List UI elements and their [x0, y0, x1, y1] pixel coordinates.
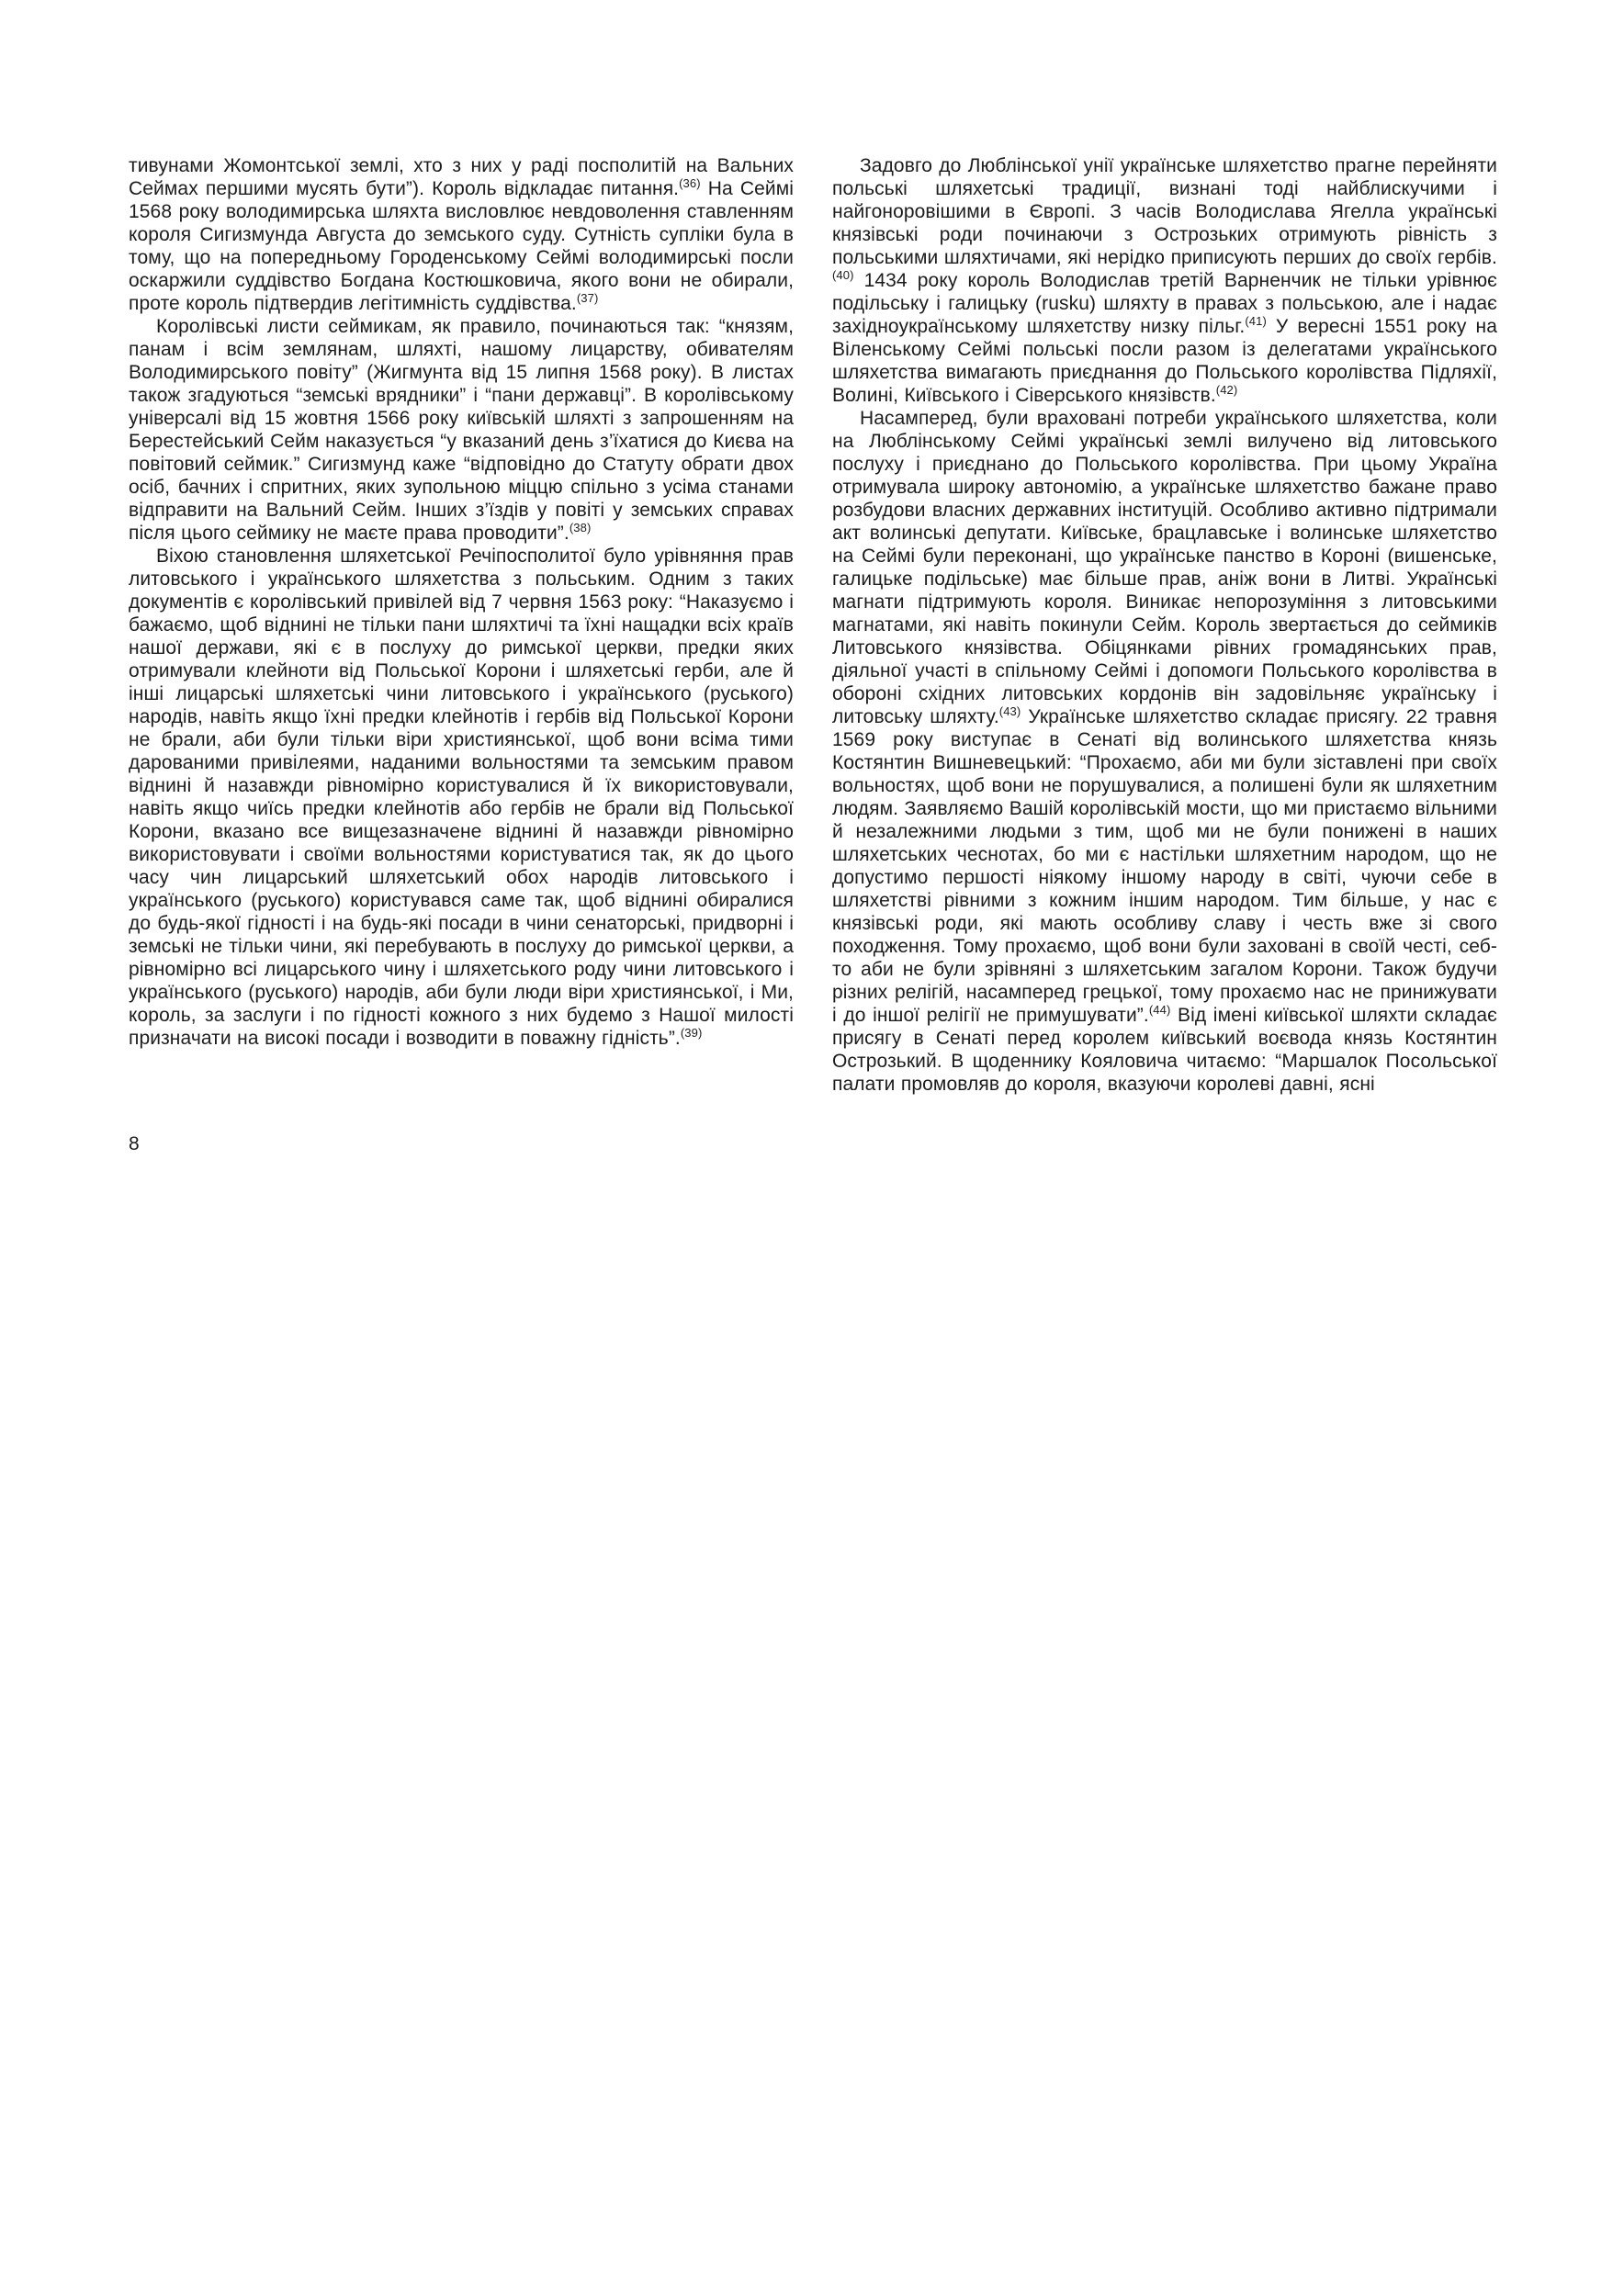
paragraph: Віхою становлення шляхетської Речіпосполитої було урівняння прав литовського і українського шляхетства з польським. Одним з таких документів є королівський привілей від 7 червня 1563 року: “Наказуємо і бажаємо, щоб віднині не тільки пани шляхтичі та їхні нащадки всіх країв нашої держави, які є в послуху до римської церкви, предки яких отримували клейноти від Польської Корони і шляхетські герби, але й інші лицарські шляхетські чини литовського і українського (руського) народів, навіть якщо їхні предки клейнотів і гербів від Польської Корони не брали, аби були тільки віри християнської, щоб вони всіма тими дарованими привілеями, наданими вольностями та земським правом віднині й назавжди рівномірно користувалися й їх використовували, навіть якщо чиїсь предки клейнотів або гербів не брали від Польської Корони, вказано все вищезазначене віднині й назавжди рівномірно використовувати і своїми вольностями користуватися так, як до цього часу чин лицарський шляхетський обох народів литовського і українського (руського) користувався саме так, щоб віднині обиралися до будь-якої гідності і на будь-які посади в чини сенаторські, придворні і земські не тільки чини, які перебувають в послуху до римської церкви, а рівномірно всі лицарського чину і шляхетського роду чини литовського і українського (руського) народів, аби були люди віри християнської, і Ми, король, за заслуги і по гідності кожного з них будемо з Нашої милості призначати на високі посади і возводити в поважну гідність”.$^{(39)}$	[129, 546, 794, 1049]
footnote-marker: (37)	[576, 291, 599, 305]
paragraph: тивунами Жомонтської землі, хто з них у раді посполитій на Вальних Сеймах першими мусять бути”). Король відкладає питання.$^{(36)}$ На Сеймі 1568 року володимирська шляхта висловлює невдоволення ставленням короля Сигизмунда Августа до земського суду. Сутність супліки була в тому, що на попередньому Городенському Сеймі володимирські посли оскаржили суддівство Богдана Костюшковича, якого вони не обирали, проте король підтвердив легітимність суддівства.$^{(37)}$	[129, 155, 794, 314]
paragraph: Королівські листи сеймикам, як правило, починаються так: “князям, панам і всім землянам, шляхті, нашому лицарству, обивателям Володимирського повіту” (Жигмунта від 15 липня 1568 року). В листах також згадуються “земські врядники” і “пани державці”. В королівському універсалі від 15 жовтня 1566 року київській шляхті з запрошенням на Берестейський Сейм наказується “у вказаний день з’їхатися до Києва на повітовий сеймик.” Сигизмунд каже “відповідно до Статуту обрати двох осіб, бачних і спритних, яких зупольною міццю спільно з усіма станами відправити на Вальний Сейм. Інших з’їздів у повіті у земських справах після цього сеймику не маєте права проводити”.$^{(38)}$	[129, 316, 794, 544]
footnote-marker: (38)	[569, 521, 592, 535]
right-column	[832, 154, 1497, 1096]
footnote-marker: (44)	[1148, 1003, 1171, 1017]
footnote-marker: (41)	[1245, 314, 1267, 328]
footnote-marker: (42)	[1215, 383, 1238, 397]
paragraph: Насамперед, були враховані потреби українського шляхетства, коли на Люблінському Сеймі українські землі вилучено від литовського послуху і приєднано до Польського королівства. При цьому Україна отримувала широку автономію, а українське шляхетство бажане право розбудови власних державних інституцій. Особливо активно підтримали акт волинські депутати. Київське, брацлавське і волинське шляхетство на Сеймі були переконані, що українське панство в Короні (вишенське, галицьке подільське) має більше прав, аніж вони в Литві. Українські магнати підтримують короля. Виникає непорозуміння з литовськими магнатами, які навіть покинули Сейм. Король звертається до сеймиків Литовського князівства. Обіцянками рівних громадянських прав, діяльної участі в спільному Сеймі і допомоги Польського королівства в обороні східних литовських кордонів він задовільняє українську і литовську шляхту.$^{(43)}$ Українське шляхетство складає присягу. 22 травня 1569 року виступає в Сенаті від волинського шляхетства князь Костянтин Вишневецький: “Прохаємо, аби ми були зіставлені при своїх вольностях, щоб вони не порушувалися, а полишені були як шляхетним людям. Заявляємо Вашій королівській мости, що ми пристаємо вільними й незалежними людьми з тим, щоб ми не були понижені в наших шляхетських чеснотах, бо ми є настільки шляхетним народом, що не допустимо першості ніякому іншому народу в світі, чуючи себе в шляхетстві рівними з кожним іншим народом. Тим більше, у нас є князівські роди, які мають особливу славу і честь вже зі свого походження. Тому прохаємо, щоб вони були заховані в своїй честі, себ-то аби не були зрівняні з шляхетським загалом Корони. Також будучи різних релігій, насамперед грецької, тому прохаємо нас не принижувати і до іншої релігії не примушувати”.$^{(44)}$ Від імені київської шляхти складає присягу в Сенаті перед королем київський воєвода князь Костянтин Острозький. В щоденнику Кояловича читаємо: “Маршалок Посольської палати промовляв до короля, вказуючи королеві давні, ясні	[832, 408, 1498, 1095]
footnote-marker: (36)	[679, 176, 701, 190]
page-number: 8	[129, 1133, 140, 1154]
footnote-marker: (39)	[680, 1026, 703, 1040]
paragraph: Задовго до Люблінської унії українське шляхетство прагне перейняти польські шляхетські традиції, визнані тоді найблискучими і найгоноровішими в Європі. З часів Володислава Ягелла українські князівські роди починаючи з Острозьких отримують рівність з польськими шляхтичами, які нерідко приписують перших до своїх гербів.$^{(40)}$ 1434 року король Володислав третій Варненчик не тільки урівнює подільську і галицьку (rusku) шляхту в правах з польською, але і надає західноукраїнському шляхетству низку пільг.$^{(41)}$ У вересні 1551 року на Віленському Сеймі польські посли разом із делегатами українського шляхетства вимагають приєднання до Польського королівства Підляхії, Волині, Київського і Сіверського князівств.$^{(42)}$	[832, 155, 1497, 406]
left-column	[129, 154, 794, 1050]
footnote-marker: (40)	[832, 268, 854, 282]
footnote-marker: (43)	[998, 704, 1021, 718]
two-column-text-block	[129, 154, 1497, 1096]
